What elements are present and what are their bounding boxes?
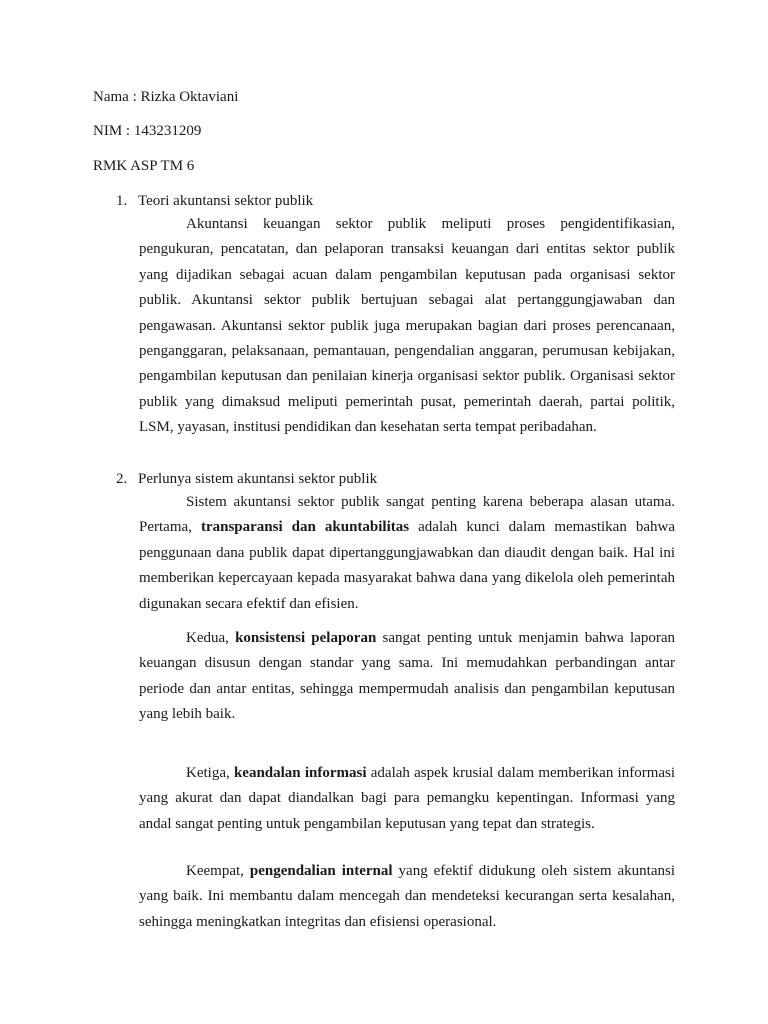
paragraph-text: yang efektif didukung oleh sistem akuntansi yang baik. Ini membantu dalam mencegah dan mendeteksi kecurangan serta kesalahan, sehingga meningkatkan integritas dan efisiensi operasional.	[139, 863, 676, 930]
bold-term-transparency: transparansi dan akuntabilitas	[200, 519, 410, 536]
section-2-number: 2.	[116, 471, 128, 487]
student-nim-line: NIM : 143231209	[93, 123, 202, 139]
paragraph-text: adalah kunci dalam memastikan bahwa penggunaan dana publik dapat dipertanggungjawabkan dan diaudit dengan baik. Hal ini memberikan kepercayaan kepada masyarakat bahwa dana yang dikelola oleh pemerintah digunakan secara efektif dan efisien.	[139, 519, 676, 612]
paragraph-text: Kedua,	[186, 630, 229, 646]
section-2-heading	[116, 469, 377, 489]
document-title-line: RMK ASP TM 6	[93, 158, 195, 174]
section-2-paragraph-2	[139, 626, 675, 728]
section-2-title: Perlunya sistem akuntansi sektor publik	[138, 471, 378, 487]
section-2-paragraph-4	[139, 859, 675, 935]
section-1-number: 1.	[116, 193, 128, 209]
section-2-paragraph-1	[139, 490, 675, 617]
bold-term-reliability: keandalan informasi	[233, 765, 367, 781]
section-1-paragraph: Akuntansi keuangan sektor publik meliputi proses pengidentifikasian, pengukuran, pencatatan, dan pelaporan transaksi keuangan dari entitas sektor publik yang dijadikan sebagai acuan dalam pengambilan keputusan pada organisasi sektor publik. Akuntansi sektor publik bertujuan sebagai alat pertanggungjawaban dan pengawasan. Akuntansi sektor publik juga merupakan bagian dari proses perencanaan, penganggaran, pelaksanaan, pemantauan, pengendalian anggaran, perumusan kebijakan, pengambilan keputusan dan penilaian kinerja organisasi sektor publik. Organisasi sektor publik yang dimaksud meliputi pemerintah pusat, pemerintah daerah, partai politik, LSM, yayasan, institusi pendidikan dan kesehatan serta tempat peribadahan.	[139, 216, 675, 436]
section-1-title: Teori akuntansi sektor publik	[138, 193, 314, 209]
paragraph-text: Sistem akuntansi sektor publik sangat penting karena beberapa alasan utama. Pertama,	[139, 494, 675, 536]
paragraph-text: Keempat,	[186, 863, 244, 879]
section-1-heading	[116, 191, 313, 211]
bold-term-internal-control: pengendalian internal	[249, 863, 393, 879]
section-2-paragraph-3	[139, 761, 675, 837]
paragraph-text: sangat penting untuk menjamin bahwa laporan keuangan disusun dengan standar yang sama. Ini memudahkan perbandingan antar periode dan antar entitas, sehingga mempermudah analisis dan pengambilan keputusan yang lebih baik.	[139, 630, 675, 723]
bold-term-consistency: konsistensi pelaporan	[235, 630, 377, 646]
paragraph-text: Ketiga,	[186, 765, 230, 781]
student-name-line: Nama : Rizka Oktaviani	[93, 89, 239, 105]
paragraph-text: adalah aspek krusial dalam memberikan informasi yang akurat dan dapat diandalkan bagi para pemangku kepentingan. Informasi yang andal sangat penting untuk pengambilan keputusan yang tepat dan strategis.	[139, 765, 676, 832]
